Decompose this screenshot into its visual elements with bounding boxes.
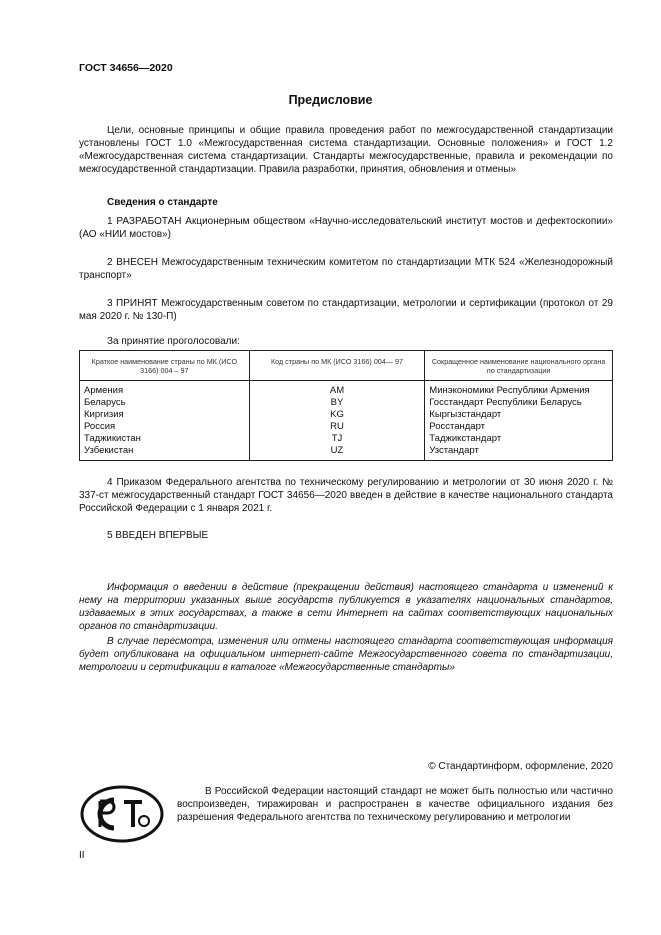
voting-table — [79, 350, 613, 461]
revision-note: В случае пересмотра, изменения или отмены настоящего стандарта соответствующая информация будет опубликована на официальном интернет-сайте Межгосударственного совета по стандартизации, метрологии и сертификации в каталоге «Межгосударственные стандарты» — [79, 636, 613, 673]
body-cell: Узстандарт — [425, 445, 613, 461]
code-cell: RU — [249, 421, 425, 433]
code-cell: AM — [249, 381, 425, 398]
country-cell: Беларусь — [80, 397, 250, 409]
body-cell: Росстандарт — [425, 421, 613, 433]
body-cell: Кыргызстандарт — [425, 409, 613, 421]
item-5: 5 ВВЕДЕН ВПЕРВЫЕ — [107, 530, 209, 541]
item-4: 4 Приказом Федерального агентства по техническому регулированию и метрологии от 30 июня 2020 г. № 337-ст межгосударственный стандарт ГОСТ 34656—2020 введен в действие в качестве национального стандарта Российской Федерации с 1 января 2021 г. — [79, 477, 613, 514]
country-cell: Таджикистан — [80, 433, 250, 445]
info-note: Информация о введении в действие (прекращении действия) настоящего стандарта и изменений к нему на территории указанных выше государств публикуется в указателях национальных стандартов, издаваемых в этих государствах, а также в сети Интернет на сайтах соответствующих национальных органов по стандартизации. — [79, 582, 613, 632]
body-cell: Таджикстандарт — [425, 433, 613, 445]
table-row — [80, 381, 613, 398]
code-cell: UZ — [249, 445, 425, 461]
country-cell: Киргизия — [80, 409, 250, 421]
item-2: 2 ВНЕСЕН Межгосударственным техническим комитетом по стандартизации МТК 524 «Железнодорожный транспорт» — [79, 257, 613, 281]
page-number: II — [79, 850, 85, 861]
about-heading: Сведения о стандарте — [107, 197, 218, 208]
country-cell: Россия — [80, 421, 250, 433]
column-header-body: Сокращенное наименование национального органа по стандартизации — [425, 351, 613, 381]
item-1: 1 РАЗРАБОТАН Акционерным обществом «Научно-исследовательский институт мостов и дефектоскопии» (АО «НИИ мостов») — [79, 216, 613, 240]
table-row — [80, 433, 613, 445]
item-3: 3 ПРИНЯТ Межгосударственным советом по стандартизации, метрологии и сертификации (протокол от 29 мая 2020 г. № 130-П) — [79, 298, 613, 322]
intro-paragraph: Цели, основные принципы и общие правила проведения работ по межгосударственной стандартизации установлены ГОСТ 1.0 «Межгосударственная система стандартизации. Основные положения» и ГОСТ 1.2 «Межгосударственная система стандартизации. Стандарты межгосударственные, правила и рекомендации по межгосударственной стандартизации. Правила разработки, принятия, обновления и отмены» — [79, 125, 613, 175]
country-cell: Узбекистан — [80, 445, 250, 461]
vote-label: За принятие проголосовали: — [107, 336, 240, 347]
table-row — [80, 445, 613, 461]
table-row — [80, 397, 613, 409]
page-title: Предисловие — [288, 93, 373, 107]
code-cell: BY — [249, 397, 425, 409]
code-cell: KG — [249, 409, 425, 421]
table-row — [80, 409, 613, 421]
country-cell: Армения — [80, 381, 250, 398]
code-cell: TJ — [249, 433, 425, 445]
rst-certification-logo-icon — [80, 785, 164, 848]
document-code: ГОСТ 34656—2020 — [79, 62, 173, 74]
rf-copyright-notice: В Российской Федерации настоящий стандарт не может быть полностью или частично воспроизведен, тиражирован и распространен в качестве официального издания без разрешения Федерального агентства по техническому регулированию и метрологии — [177, 786, 613, 823]
body-cell: Минэкономики Республики Армения — [425, 381, 613, 398]
copyright-line: © Стандартинформ, оформление, 2020 — [428, 761, 613, 772]
body-cell: Госстандарт Республики Беларусь — [425, 397, 613, 409]
voting-table-header — [80, 351, 613, 381]
column-header-country: Краткое наименование страны по МК (ИСО 3166) 004 – 97 — [80, 351, 250, 381]
column-header-code: Код страны по МК (ИСО 3166) 004— 97 — [249, 351, 425, 381]
table-row — [80, 421, 613, 433]
